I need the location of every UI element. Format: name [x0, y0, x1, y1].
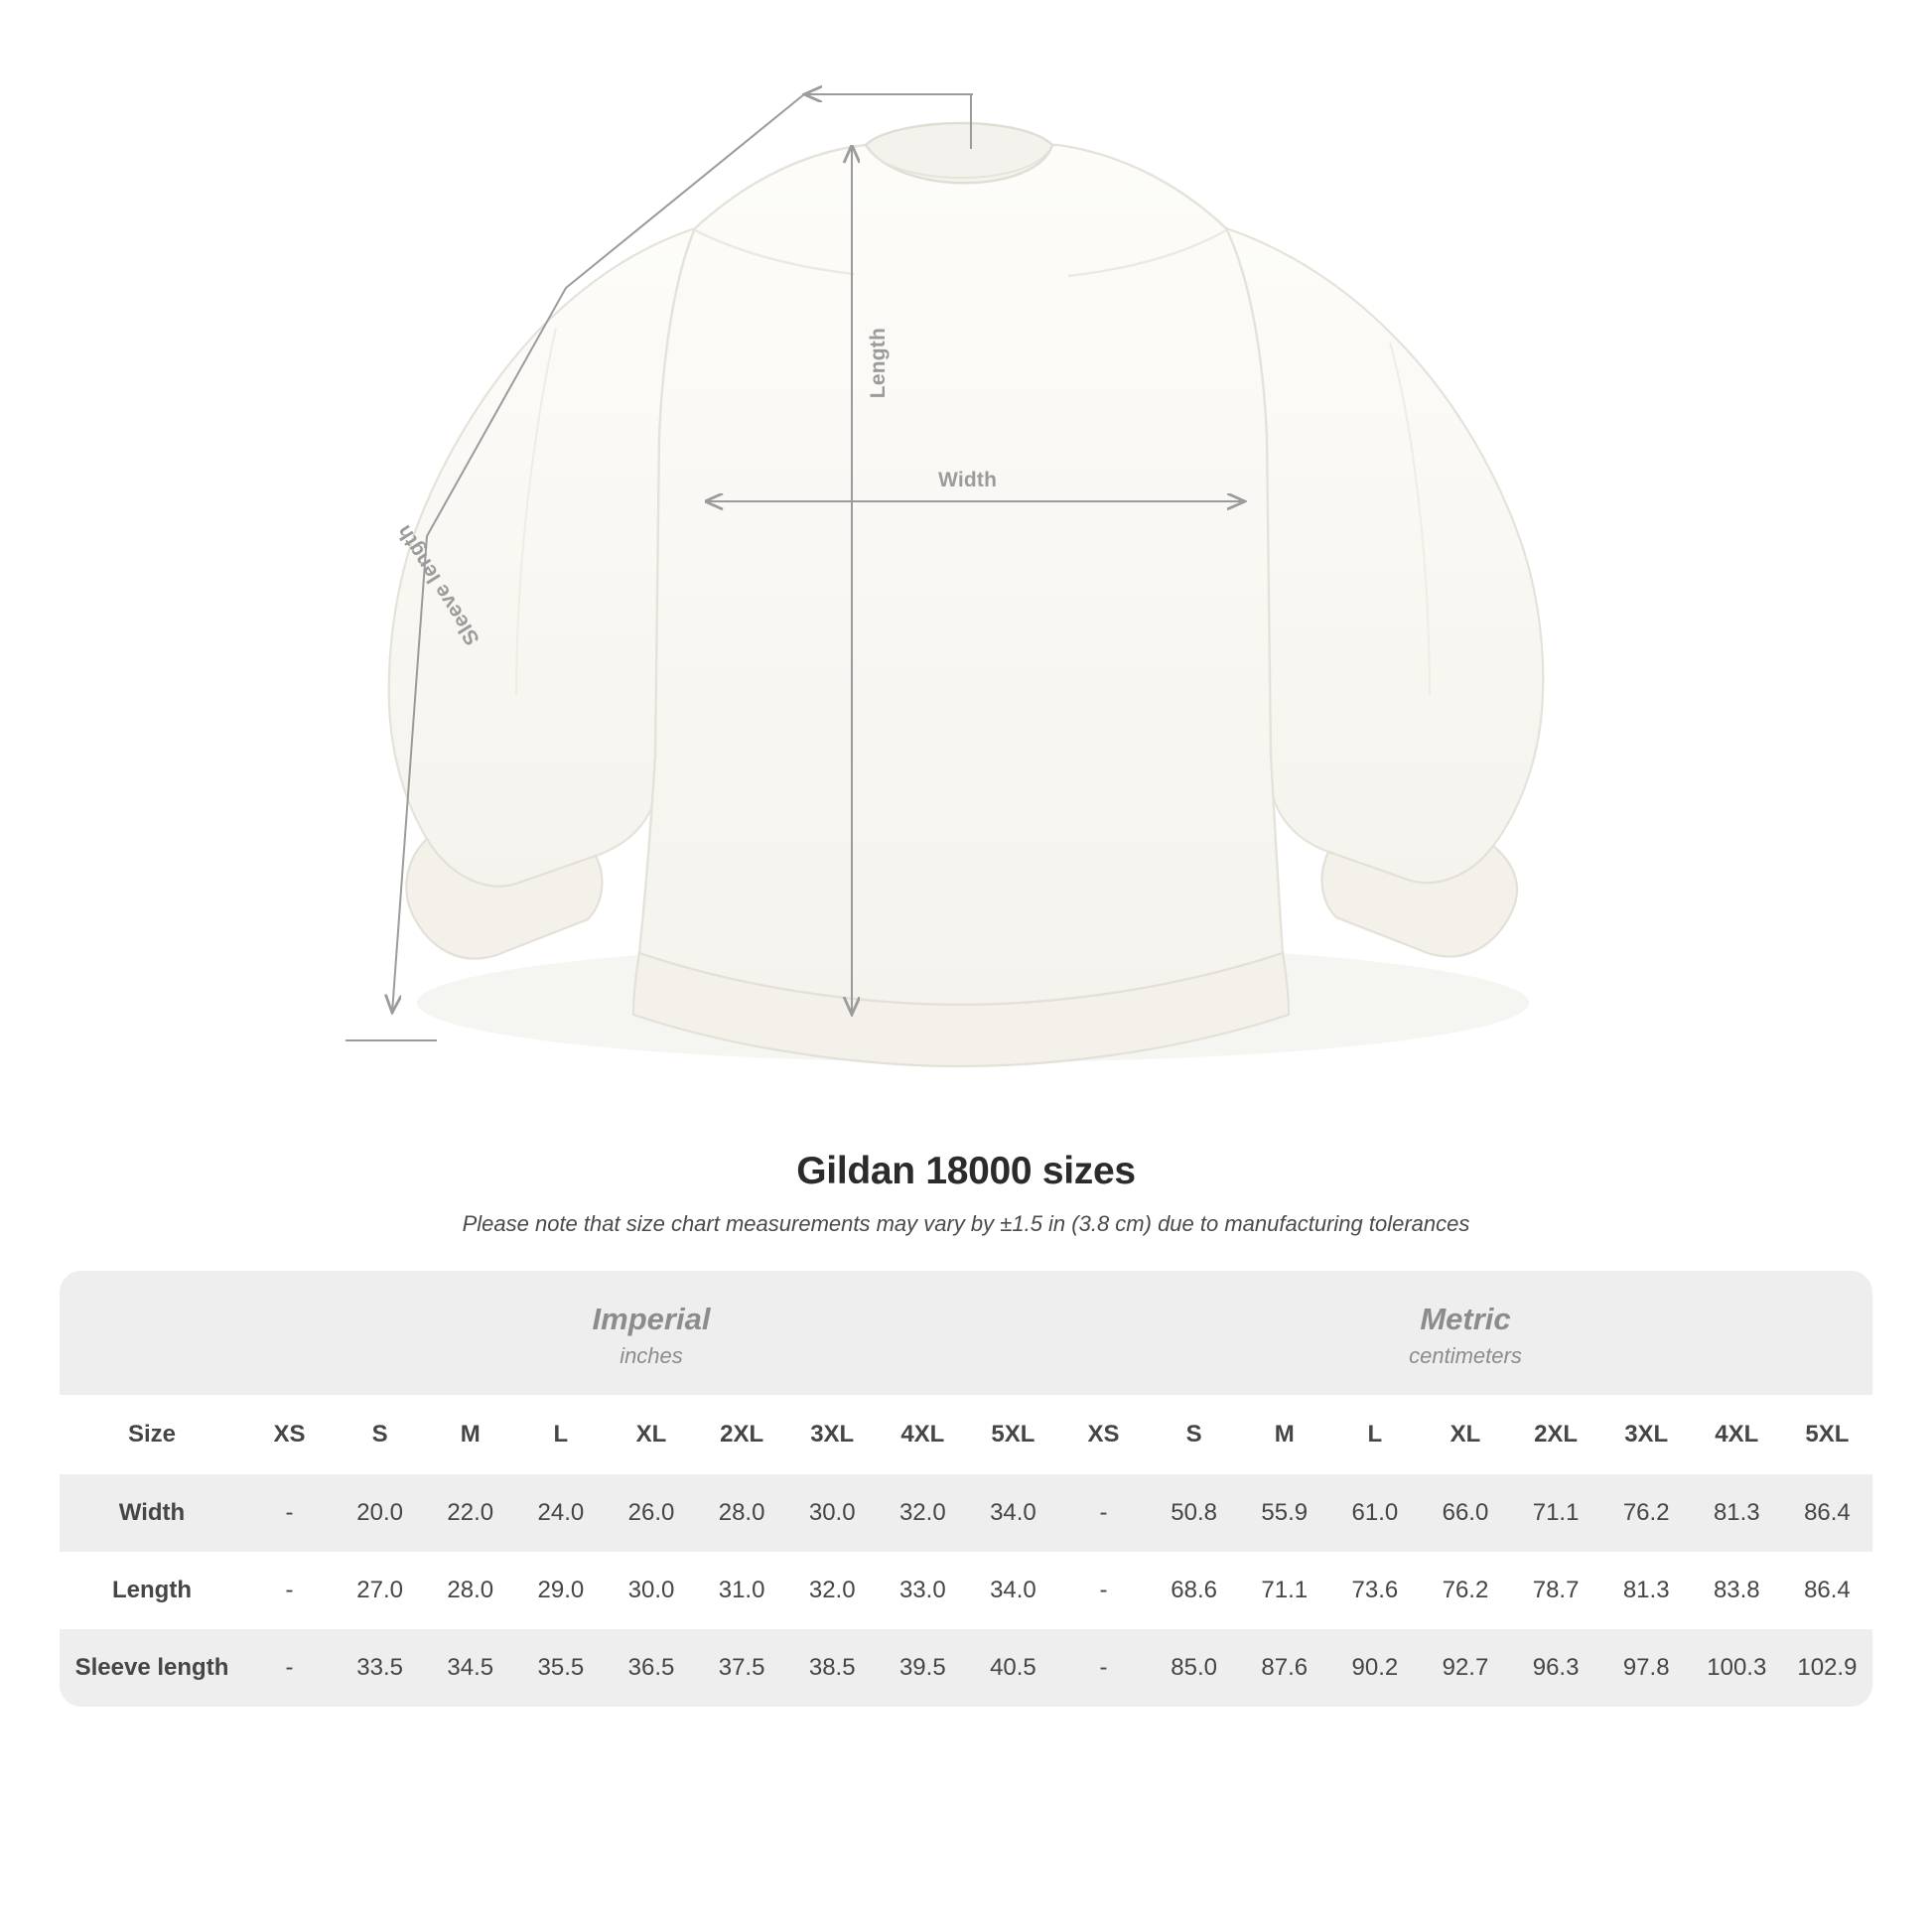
page-title: Gildan 18000 sizes — [796, 1150, 1136, 1192]
size-col-imperial-3xl: 3XL — [787, 1395, 878, 1474]
cell-sleeve-metric-s: 85.0 — [1149, 1629, 1239, 1707]
length-dimension-label: Length — [867, 328, 890, 399]
cell-length-metric-2xl: 78.7 — [1511, 1552, 1601, 1629]
cell-length-metric-xs: - — [1058, 1552, 1149, 1629]
cell-sleeve-imperial-4xl: 39.5 — [878, 1629, 968, 1707]
size-table-wrapper — [60, 1271, 1872, 1707]
row-label-width: Width — [60, 1474, 244, 1552]
cell-width-imperial-3xl: 30.0 — [787, 1474, 878, 1552]
size-col-imperial-5xl: 5XL — [968, 1395, 1058, 1474]
cell-sleeve-imperial-3xl: 38.5 — [787, 1629, 878, 1707]
cell-width-metric-xl: 66.0 — [1420, 1474, 1510, 1552]
tolerance-note: Please note that size chart measurements may vary by ±1.5 in (3.8 cm) due to manufacturing tolerances — [462, 1211, 1470, 1236]
cell-sleeve-imperial-l: 35.5 — [515, 1629, 606, 1707]
row-label-length: Length — [60, 1552, 244, 1629]
cell-sleeve-metric-xl: 92.7 — [1420, 1629, 1510, 1707]
cell-width-imperial-2xl: 28.0 — [697, 1474, 787, 1552]
cell-sleeve-metric-m: 87.6 — [1239, 1629, 1329, 1707]
width-dimension-label: Width — [938, 469, 998, 491]
title-block — [0, 1150, 1932, 1237]
size-col-metric-m: M — [1239, 1395, 1329, 1474]
size-header-cell: Size — [60, 1395, 244, 1474]
cell-sleeve-metric-3xl: 97.8 — [1601, 1629, 1692, 1707]
size-header-row — [60, 1395, 1872, 1474]
size-col-imperial-s: S — [335, 1395, 425, 1474]
size-col-metric-xl: XL — [1420, 1395, 1510, 1474]
cell-sleeve-metric-2xl: 96.3 — [1511, 1629, 1601, 1707]
cell-length-imperial-4xl: 33.0 — [878, 1552, 968, 1629]
size-col-imperial-4xl: 4XL — [878, 1395, 968, 1474]
cell-width-metric-5xl: 86.4 — [1782, 1474, 1872, 1552]
cell-length-imperial-xl: 30.0 — [606, 1552, 696, 1629]
row-label-sleeve-length: Sleeve length — [60, 1629, 244, 1707]
size-col-metric-l: L — [1329, 1395, 1420, 1474]
unit-spacer-cell — [60, 1271, 244, 1395]
cell-length-metric-5xl: 86.4 — [1782, 1552, 1872, 1629]
cell-length-metric-3xl: 81.3 — [1601, 1552, 1692, 1629]
cell-sleeve-imperial-2xl: 37.5 — [697, 1629, 787, 1707]
size-table — [60, 1271, 1872, 1707]
cell-sleeve-imperial-5xl: 40.5 — [968, 1629, 1058, 1707]
cell-length-metric-s: 68.6 — [1149, 1552, 1239, 1629]
cell-length-metric-l: 73.6 — [1329, 1552, 1420, 1629]
unit-metric-sub: centimeters — [1409, 1342, 1522, 1368]
cell-length-metric-m: 71.1 — [1239, 1552, 1329, 1629]
unit-header-row — [60, 1271, 1872, 1395]
cell-length-imperial-xs: - — [244, 1552, 335, 1629]
cell-length-imperial-2xl: 31.0 — [697, 1552, 787, 1629]
cell-width-imperial-4xl: 32.0 — [878, 1474, 968, 1552]
cell-length-metric-xl: 76.2 — [1420, 1552, 1510, 1629]
size-col-imperial-m: M — [425, 1395, 515, 1474]
table-row — [60, 1552, 1872, 1629]
cell-length-imperial-m: 28.0 — [425, 1552, 515, 1629]
cell-width-imperial-m: 22.0 — [425, 1474, 515, 1552]
size-col-imperial-2xl: 2XL — [697, 1395, 787, 1474]
table-row — [60, 1474, 1872, 1552]
size-col-imperial-l: L — [515, 1395, 606, 1474]
cell-length-metric-4xl: 83.8 — [1692, 1552, 1782, 1629]
cell-width-imperial-5xl: 34.0 — [968, 1474, 1058, 1552]
cell-width-metric-2xl: 71.1 — [1511, 1474, 1601, 1552]
unit-metric-name: Metric — [1420, 1302, 1511, 1336]
cell-sleeve-imperial-xl: 36.5 — [606, 1629, 696, 1707]
table-row — [60, 1629, 1872, 1707]
cell-length-imperial-s: 27.0 — [335, 1552, 425, 1629]
cell-width-imperial-s: 20.0 — [335, 1474, 425, 1552]
cell-width-imperial-xs: - — [244, 1474, 335, 1552]
unit-imperial-cell — [244, 1271, 1058, 1395]
cell-width-metric-m: 55.9 — [1239, 1474, 1329, 1552]
size-col-metric-s: S — [1149, 1395, 1239, 1474]
cell-width-metric-s: 50.8 — [1149, 1474, 1239, 1552]
size-col-metric-4xl: 4XL — [1692, 1395, 1782, 1474]
size-col-metric-3xl: 3XL — [1601, 1395, 1692, 1474]
cell-width-metric-4xl: 81.3 — [1692, 1474, 1782, 1552]
cell-sleeve-metric-xs: - — [1058, 1629, 1149, 1707]
size-col-imperial-xl: XL — [606, 1395, 696, 1474]
size-col-metric-xs: XS — [1058, 1395, 1149, 1474]
sleeve-length-dimension-label: Sleeve length — [392, 520, 484, 649]
cell-sleeve-metric-4xl: 100.3 — [1692, 1629, 1782, 1707]
cell-sleeve-metric-l: 90.2 — [1329, 1629, 1420, 1707]
cell-sleeve-imperial-s: 33.5 — [335, 1629, 425, 1707]
cell-sleeve-imperial-xs: - — [244, 1629, 335, 1707]
size-col-metric-5xl: 5XL — [1782, 1395, 1872, 1474]
size-col-imperial-xs: XS — [244, 1395, 335, 1474]
cell-width-metric-l: 61.0 — [1329, 1474, 1420, 1552]
cell-width-metric-3xl: 76.2 — [1601, 1474, 1692, 1552]
cell-length-imperial-l: 29.0 — [515, 1552, 606, 1629]
size-col-metric-2xl: 2XL — [1511, 1395, 1601, 1474]
cell-width-metric-xs: - — [1058, 1474, 1149, 1552]
cell-length-imperial-3xl: 32.0 — [787, 1552, 878, 1629]
unit-imperial-name: Imperial — [592, 1302, 711, 1336]
unit-imperial-sub: inches — [620, 1342, 683, 1368]
cell-width-imperial-xl: 26.0 — [606, 1474, 696, 1552]
unit-metric-cell — [1058, 1271, 1872, 1395]
cell-width-imperial-l: 24.0 — [515, 1474, 606, 1552]
cell-sleeve-imperial-m: 34.5 — [425, 1629, 515, 1707]
cell-length-imperial-5xl: 34.0 — [968, 1552, 1058, 1629]
cell-sleeve-metric-5xl: 102.9 — [1782, 1629, 1872, 1707]
